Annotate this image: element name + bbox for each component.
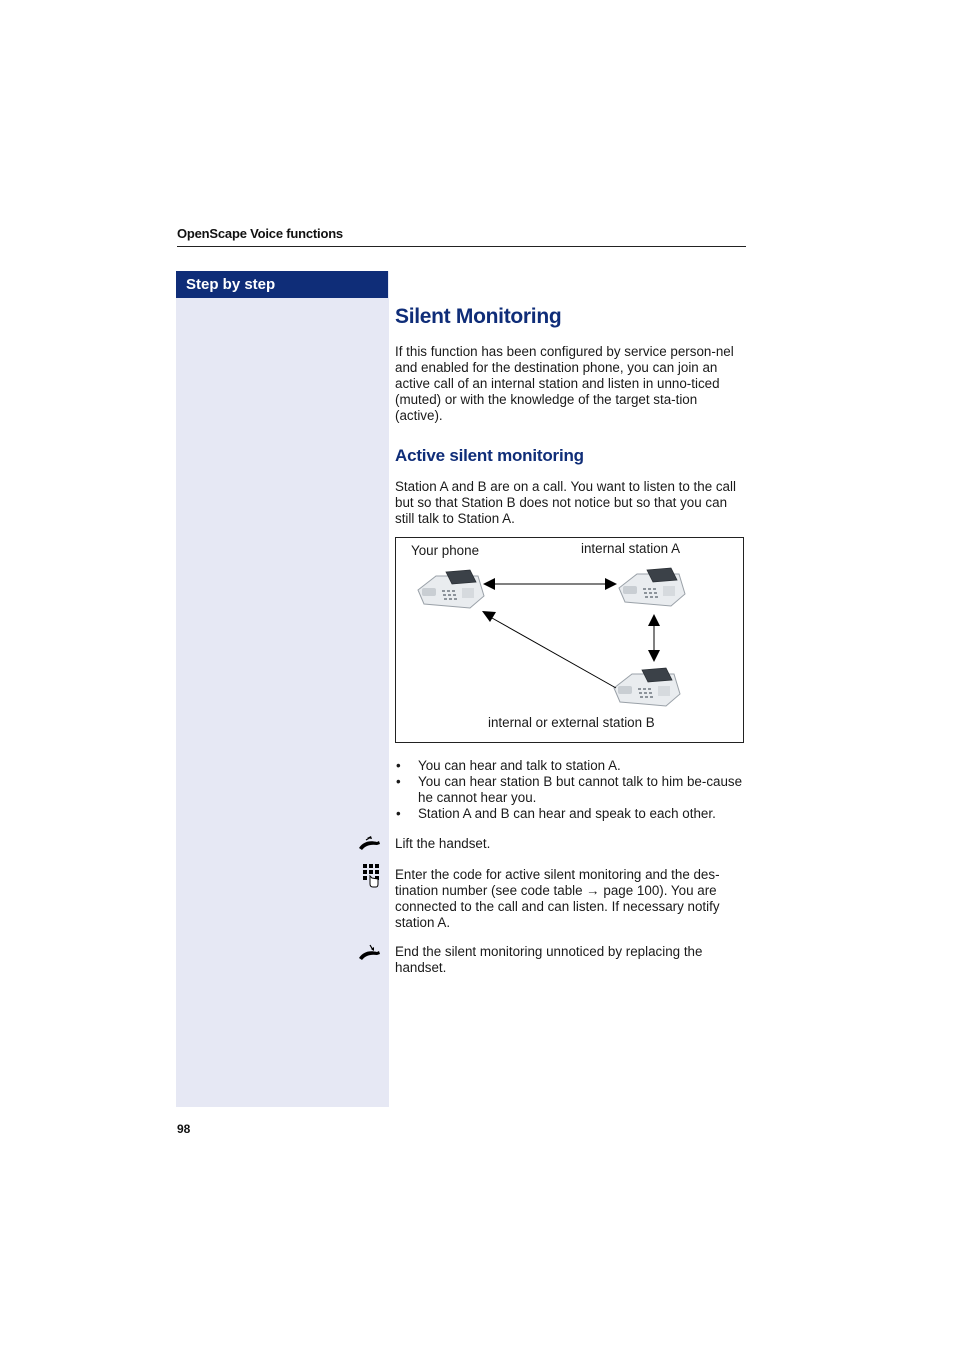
replace-handset-icon <box>357 944 383 962</box>
intro-paragraph: If this function has been configured by service person-nel and enabled for the destination phone, you can join an active call of an internal station and listen in unno-ticed (muted) or with the knowledge of the target sta-tion (active). <box>395 344 734 423</box>
feature-list <box>395 758 747 822</box>
phone-station-a-icon <box>619 568 685 606</box>
section-subtitle: Active silent monitoring <box>395 446 584 465</box>
page-title: Silent Monitoring <box>395 305 562 328</box>
page-number: 98 <box>177 1122 191 1136</box>
diagram-graphics <box>396 538 745 744</box>
description-paragraph: Station A and B are on a call. You want to listen to the call but so that Station B does not notice but so that you can still talk to Station A. <box>395 479 736 526</box>
label-your-phone: Your phone <box>411 543 480 558</box>
arrow-b-to-you <box>482 611 616 688</box>
header-divider <box>177 246 746 247</box>
phone-your-phone-icon <box>418 570 484 608</box>
label-station-a: internal station A <box>581 541 681 556</box>
phone-station-b-icon <box>614 668 680 706</box>
label-station-b: internal or external station B <box>488 715 655 730</box>
monitoring-diagram <box>395 537 744 743</box>
list-item: • You can hear and talk to station A. <box>395 758 747 774</box>
step-text-lift: Lift the handset. <box>395 836 491 851</box>
step-sidebar <box>176 271 389 1107</box>
arrow-you-to-a <box>483 578 617 590</box>
lift-handset-icon <box>357 836 383 852</box>
header-section-title: OpenScape Voice functions <box>177 226 343 241</box>
list-item: • You can hear station B but cannot talk to him be-cause he cannot hear you. <box>395 774 747 806</box>
sidebar-heading: Step by step <box>176 271 388 298</box>
arrow-a-to-b <box>648 614 660 662</box>
step-text-enter-code: Enter the code for active silent monitoring and the des-tination number (see code table → page 100). You are connected to the call and can listen. If necessary notify station A. <box>395 867 720 930</box>
step-text-replace: End the silent monitoring unnoticed by replacing the handset. <box>395 944 703 975</box>
keypad-icon <box>363 864 381 888</box>
list-item: • Station A and B can hear and speak to each other. <box>395 806 747 822</box>
